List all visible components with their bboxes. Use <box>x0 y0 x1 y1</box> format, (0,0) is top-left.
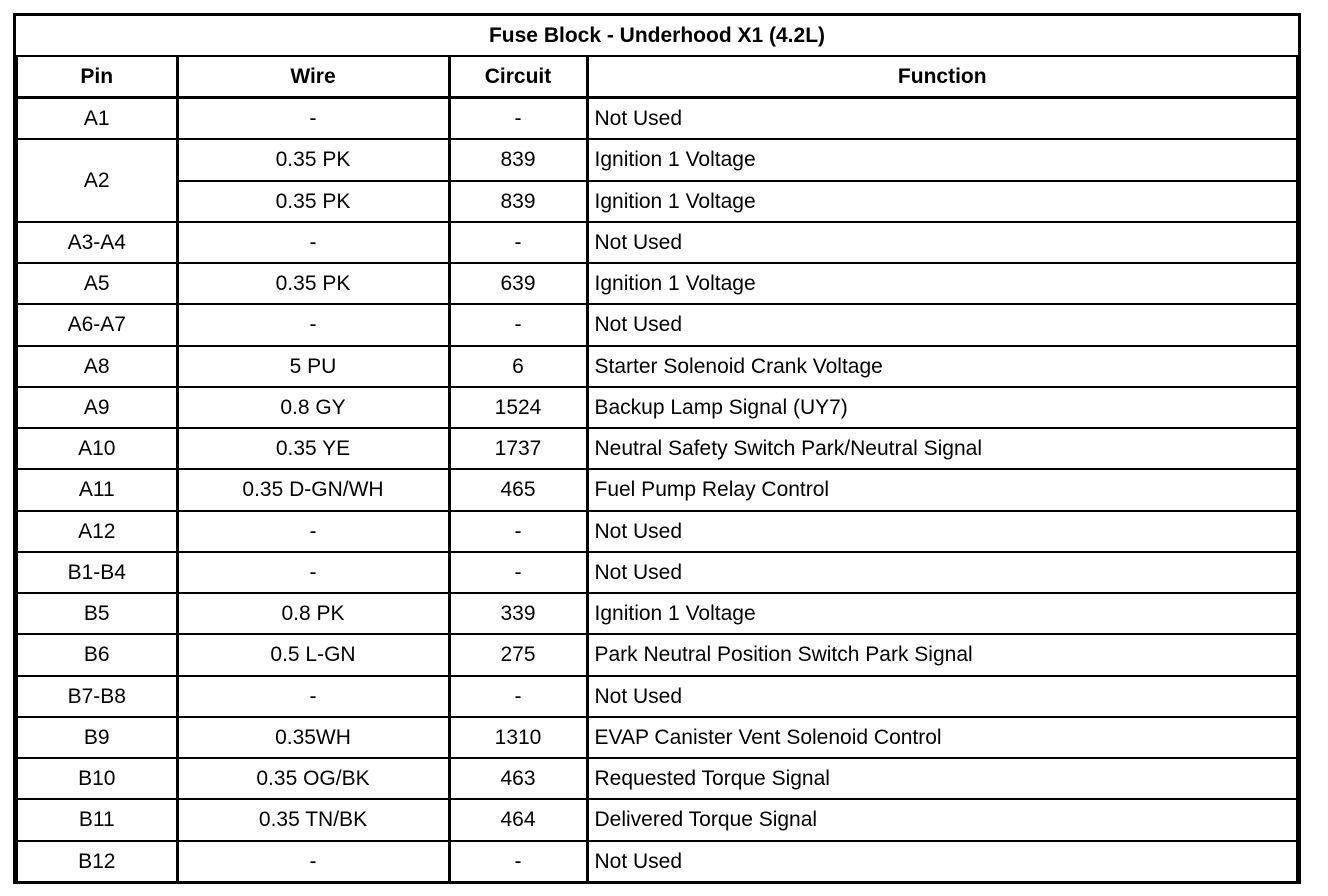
table-row <box>17 511 1297 552</box>
wire-cell: 0.5 L-GN <box>177 634 449 675</box>
table-row <box>17 717 1297 758</box>
function-cell: Not Used <box>587 676 1297 717</box>
pin-cell: B6 <box>17 634 177 675</box>
pin-cell: A3-A4 <box>17 222 177 263</box>
pin-cell: A6-A7 <box>17 304 177 345</box>
circuit-cell: - <box>449 511 587 552</box>
circuit-cell: 6 <box>449 346 587 387</box>
wire-cell: - <box>177 841 449 881</box>
circuit-cell: 463 <box>449 758 587 799</box>
circuit-cell: - <box>449 841 587 881</box>
pin-cell: B11 <box>17 799 177 840</box>
function-cell: Backup Lamp Signal (UY7) <box>587 387 1297 428</box>
column-header-wire: Wire <box>177 56 449 98</box>
pin-cell: B12 <box>17 841 177 881</box>
function-cell: Delivered Torque Signal <box>587 799 1297 840</box>
pin-cell: A10 <box>17 428 177 469</box>
table-row <box>17 387 1297 428</box>
connector-pinout-table <box>16 16 1298 881</box>
table-header-row <box>17 56 1297 98</box>
pin-cell: A12 <box>17 511 177 552</box>
pin-cell: A2 <box>17 139 177 222</box>
table-row <box>17 552 1297 593</box>
function-cell: Not Used <box>587 98 1297 140</box>
function-cell: Not Used <box>587 511 1297 552</box>
function-cell: Ignition 1 Voltage <box>587 593 1297 634</box>
column-header-circuit: Circuit <box>449 56 587 98</box>
circuit-cell: 1737 <box>449 428 587 469</box>
column-header-function: Function <box>587 56 1297 98</box>
table-row <box>17 346 1297 387</box>
wire-cell: 0.8 GY <box>177 387 449 428</box>
table-row <box>17 139 1297 180</box>
wire-cell: - <box>177 222 449 263</box>
table-row <box>17 222 1297 263</box>
function-cell: Not Used <box>587 304 1297 345</box>
wire-cell: - <box>177 552 449 593</box>
pin-cell: A8 <box>17 346 177 387</box>
circuit-cell: 275 <box>449 634 587 675</box>
table-row <box>17 841 1297 881</box>
pin-cell: A1 <box>17 98 177 140</box>
pin-cell: B5 <box>17 593 177 634</box>
wire-cell: - <box>177 98 449 140</box>
circuit-cell: - <box>449 304 587 345</box>
pin-cell: B7-B8 <box>17 676 177 717</box>
function-cell: Fuel Pump Relay Control <box>587 469 1297 510</box>
table-row <box>17 181 1297 222</box>
circuit-cell: 465 <box>449 469 587 510</box>
table-row <box>17 304 1297 345</box>
function-cell: Ignition 1 Voltage <box>587 139 1297 180</box>
circuit-cell: 339 <box>449 593 587 634</box>
function-cell: Not Used <box>587 841 1297 881</box>
wire-cell: - <box>177 676 449 717</box>
function-cell: Neutral Safety Switch Park/Neutral Signal <box>587 428 1297 469</box>
wire-cell: 0.35 PK <box>177 263 449 304</box>
wire-cell: 5 PU <box>177 346 449 387</box>
pin-cell: B10 <box>17 758 177 799</box>
table-row <box>17 428 1297 469</box>
circuit-cell: 464 <box>449 799 587 840</box>
circuit-cell: - <box>449 552 587 593</box>
wire-cell: 0.35 D-GN/WH <box>177 469 449 510</box>
table-row <box>17 799 1297 840</box>
pin-cell: B1-B4 <box>17 552 177 593</box>
wire-cell: 0.35 PK <box>177 181 449 222</box>
pin-cell: B9 <box>17 717 177 758</box>
table-row <box>17 263 1297 304</box>
circuit-cell: 839 <box>449 181 587 222</box>
circuit-cell: - <box>449 676 587 717</box>
table-title: Fuse Block - Underhood X1 (4.2L) <box>17 16 1297 56</box>
wire-cell: 0.35 OG/BK <box>177 758 449 799</box>
wire-cell: 0.35 YE <box>177 428 449 469</box>
wire-cell: 0.35 TN/BK <box>177 799 449 840</box>
circuit-cell: 839 <box>449 139 587 180</box>
column-header-pin: Pin <box>17 56 177 98</box>
table-row <box>17 634 1297 675</box>
pin-cell: A11 <box>17 469 177 510</box>
function-cell: Ignition 1 Voltage <box>587 181 1297 222</box>
circuit-cell: - <box>449 222 587 263</box>
pin-cell: A9 <box>17 387 177 428</box>
table-row <box>17 469 1297 510</box>
function-cell: Starter Solenoid Crank Voltage <box>587 346 1297 387</box>
wire-cell: - <box>177 304 449 345</box>
function-cell: Park Neutral Position Switch Park Signal <box>587 634 1297 675</box>
table-row <box>17 676 1297 717</box>
function-cell: Ignition 1 Voltage <box>587 263 1297 304</box>
table-row <box>17 593 1297 634</box>
circuit-cell: 1310 <box>449 717 587 758</box>
wire-cell: 0.8 PK <box>177 593 449 634</box>
circuit-cell: 639 <box>449 263 587 304</box>
table-row <box>17 758 1297 799</box>
table-title-row <box>17 16 1297 56</box>
circuit-cell: - <box>449 98 587 140</box>
function-cell: Not Used <box>587 222 1297 263</box>
function-cell: Not Used <box>587 552 1297 593</box>
wire-cell: 0.35 PK <box>177 139 449 180</box>
wire-cell: 0.35WH <box>177 717 449 758</box>
function-cell: EVAP Canister Vent Solenoid Control <box>587 717 1297 758</box>
table-row <box>17 98 1297 140</box>
connector-pinout-sheet <box>13 13 1301 884</box>
function-cell: Requested Torque Signal <box>587 758 1297 799</box>
circuit-cell: 1524 <box>449 387 587 428</box>
pin-cell: A5 <box>17 263 177 304</box>
wire-cell: - <box>177 511 449 552</box>
